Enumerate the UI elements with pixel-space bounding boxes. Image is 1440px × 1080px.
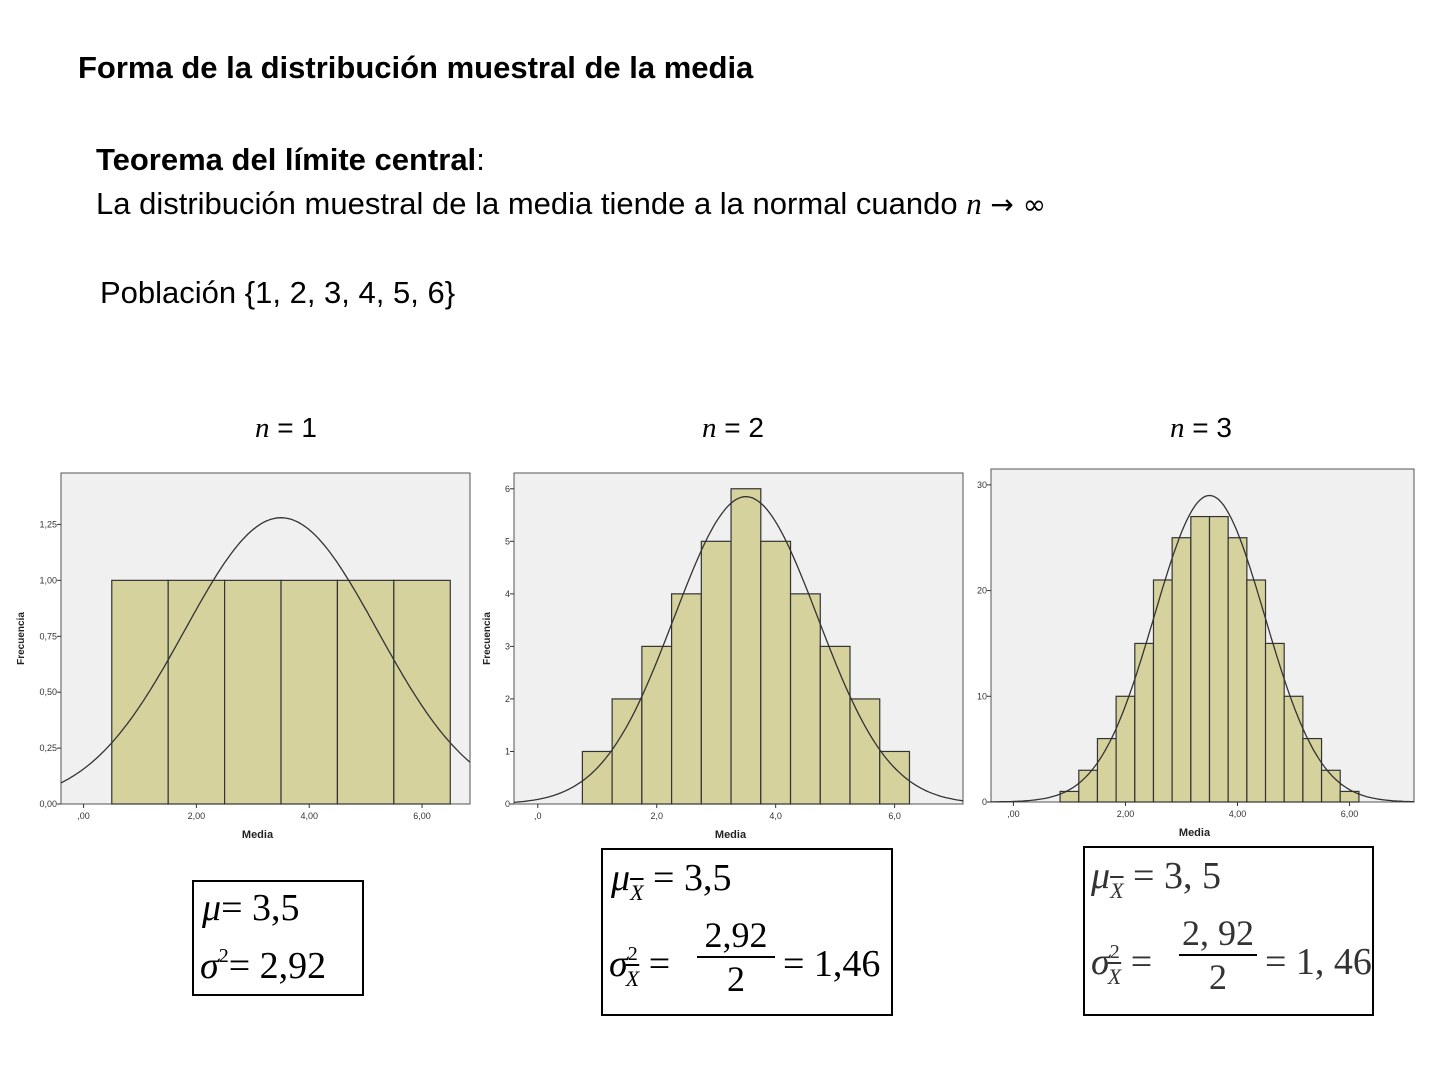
histogram-bar bbox=[1135, 643, 1154, 802]
histogram-bar bbox=[394, 580, 450, 804]
histogram-bar bbox=[612, 699, 642, 804]
panel-title-var: n bbox=[255, 412, 270, 444]
x-tick-label: 6,0 bbox=[888, 811, 901, 821]
y-tick-label: 3 bbox=[504, 641, 510, 652]
variance-fraction bbox=[697, 914, 775, 1000]
square-exponent: 2 bbox=[1109, 941, 1120, 963]
histogram-bar bbox=[112, 580, 168, 804]
variance-result: = 1,46 bbox=[783, 943, 881, 985]
variance-fraction bbox=[1179, 912, 1257, 998]
panel-title-eq: = 3 bbox=[1184, 412, 1232, 443]
x-tick-label: 2,00 bbox=[187, 811, 206, 821]
fraction-numerator: 2,92 bbox=[704, 915, 768, 955]
x-axis-label: Media bbox=[1178, 827, 1211, 839]
histogram-bar bbox=[761, 541, 791, 804]
x-tick-label: ,00 bbox=[1007, 809, 1020, 819]
histogram-bar bbox=[791, 594, 821, 804]
y-axis-label: Frecuencia bbox=[482, 612, 493, 665]
x-tick-label: 2,00 bbox=[1116, 809, 1135, 819]
histogram-bar bbox=[1284, 696, 1303, 802]
square-exponent: 2 bbox=[627, 943, 638, 965]
histogram-bar bbox=[701, 541, 731, 804]
square-exponent: 2 bbox=[218, 945, 229, 967]
x-tick-label: 2,0 bbox=[650, 811, 663, 821]
formula-sigma-row bbox=[609, 942, 671, 991]
histogram-bar bbox=[1210, 517, 1229, 802]
y-tick-label: 20 bbox=[976, 585, 987, 596]
mu-symbol: μ bbox=[202, 887, 222, 929]
y-tick-label: 2 bbox=[504, 693, 510, 704]
histogram-bar bbox=[1153, 580, 1172, 802]
histogram-bar bbox=[168, 580, 224, 804]
formula-mu-row bbox=[202, 886, 300, 930]
x-tick-label: 6,00 bbox=[1340, 809, 1359, 819]
x-tick-label: ,00 bbox=[77, 811, 90, 821]
theorem-colon: : bbox=[476, 142, 485, 177]
histogram-bar bbox=[1266, 643, 1285, 802]
page-title: Forma de la distribución muestral de la media bbox=[78, 50, 754, 85]
y-tick-label: 5 bbox=[504, 536, 510, 547]
mu-symbol: μ bbox=[1091, 855, 1111, 897]
histogram-bar bbox=[337, 580, 393, 804]
theorem-heading-text: Teorema del límite central bbox=[96, 142, 477, 177]
formula-mu-row bbox=[611, 856, 732, 905]
histogram-bar bbox=[1228, 538, 1247, 802]
x-tick-label: 6,00 bbox=[413, 811, 431, 821]
histogram-bar bbox=[1191, 517, 1210, 802]
y-tick-label: 0 bbox=[981, 797, 987, 807]
histogram-bar bbox=[1116, 696, 1135, 802]
sigma-symbol: σ bbox=[609, 943, 628, 985]
xbar-subscript: X bbox=[1107, 964, 1122, 989]
xbar-subscript: X bbox=[1110, 878, 1124, 903]
equals-sign: = bbox=[648, 943, 671, 985]
histogram-bar bbox=[672, 594, 702, 804]
xbar-subscript: X bbox=[630, 880, 644, 905]
x-tick-label: 4,00 bbox=[1228, 809, 1247, 819]
histogram-bar bbox=[642, 646, 672, 804]
y-tick-label: 1,25 bbox=[39, 519, 57, 530]
y-axis-label: Frecuencia bbox=[16, 612, 27, 665]
histogram-bar bbox=[731, 489, 761, 804]
y-tick-label: 1 bbox=[504, 746, 510, 757]
formula-box-n3 bbox=[1083, 846, 1374, 1016]
panel-title-eq: = 2 bbox=[716, 412, 764, 443]
y-tick-label: 6 bbox=[504, 483, 510, 494]
panel-title-var: n bbox=[1170, 412, 1185, 444]
panel-title-eq: = 1 bbox=[269, 412, 317, 443]
xbar-subscript: X bbox=[625, 966, 640, 991]
mu-value: = 3, 5 bbox=[1133, 855, 1221, 897]
histogram-bar bbox=[281, 580, 337, 804]
histogram-bar bbox=[1172, 538, 1191, 802]
y-tick-label: 30 bbox=[976, 479, 987, 490]
variance-result: = 1, 46 bbox=[1265, 941, 1372, 983]
y-tick-label: 0,75 bbox=[39, 631, 57, 642]
mu-value: = 3,5 bbox=[653, 857, 732, 899]
histogram-bar bbox=[850, 699, 880, 804]
theorem-n-symbol: n bbox=[966, 186, 982, 221]
fraction-denominator: 2 bbox=[727, 959, 745, 999]
equals-sign: = bbox=[1130, 941, 1153, 983]
theorem-text: La distribución muestral de la media tiende a la normal cuando bbox=[96, 186, 958, 221]
panel-title-var: n bbox=[702, 412, 717, 444]
histogram-bar bbox=[820, 646, 850, 804]
x-axis-label: Media bbox=[714, 829, 747, 841]
histogram-bar bbox=[225, 580, 281, 804]
mu-symbol: μ bbox=[611, 857, 631, 899]
theorem-arrow: → ∞ bbox=[990, 188, 1047, 221]
y-tick-label: 0 bbox=[504, 799, 510, 809]
x-tick-label: ,0 bbox=[534, 811, 542, 821]
histogram-bar bbox=[1247, 580, 1266, 802]
y-tick-label: 4 bbox=[504, 588, 510, 599]
x-tick-label: 4,00 bbox=[300, 811, 318, 821]
sigma-value: = 2,92 bbox=[228, 945, 327, 987]
formula-sigma-row bbox=[1091, 940, 1153, 989]
sigma-symbol: σ bbox=[200, 945, 219, 987]
fraction-numerator: 2, 92 bbox=[1182, 913, 1254, 953]
formula-sigma-row bbox=[200, 944, 326, 988]
fraction-denominator: 2 bbox=[1209, 957, 1227, 997]
sigma-symbol: σ bbox=[1091, 941, 1110, 983]
y-tick-label: 0,50 bbox=[39, 687, 57, 698]
y-tick-label: 0,00 bbox=[39, 799, 57, 809]
formula-mu-row bbox=[1091, 854, 1221, 903]
y-tick-label: 10 bbox=[976, 691, 987, 702]
y-tick-label: 0,25 bbox=[39, 743, 57, 754]
y-tick-label: 1,00 bbox=[39, 575, 57, 586]
x-tick-label: 4,0 bbox=[769, 811, 782, 821]
mu-value: = 3,5 bbox=[221, 887, 300, 929]
population-label: Población {1, 2, 3, 4, 5, 6} bbox=[100, 275, 456, 310]
formula-box-n2 bbox=[601, 848, 893, 1016]
formula-box-n1 bbox=[192, 880, 364, 996]
x-axis-label: Media bbox=[241, 829, 274, 841]
